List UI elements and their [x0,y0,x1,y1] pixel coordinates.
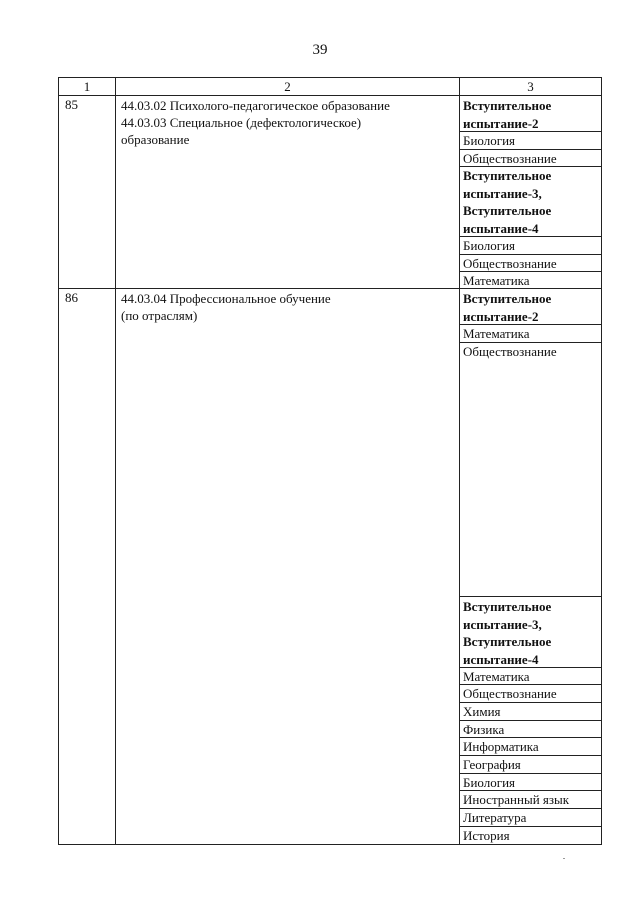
program-item: образование [121,132,190,147]
page-number: 39 [312,42,328,58]
exam-subject: Информатика [463,739,539,754]
exam-subject: География [463,757,521,772]
program-list [121,97,451,148]
exam-header: Вступительное испытание-2 [463,98,552,131]
column-divider [115,78,116,844]
admission-table [58,77,602,845]
exam-subject: Обществознание [463,344,557,359]
program-item: 44.03.02 Психолого-педагогическое образование [121,98,390,113]
header-separator [59,95,601,96]
exam-subject: Биология [463,133,516,148]
exam-header: Вступительное испытание-3, Вступительное испытание-4 [463,599,552,667]
exam-subject: Математика [463,273,530,288]
exam-header: Вступительное испытание-3, Вступительное испытание-4 [463,168,552,236]
exam-subject: Обществознание [463,256,557,271]
exam-subject: История [463,828,510,843]
exam-subject: Биология [463,775,516,790]
program-list [121,290,451,324]
column-divider [459,78,460,844]
exam-subject: Литература [463,810,527,825]
exam-subject: Обществознание [463,151,557,166]
exam-subject: Химия [463,704,501,719]
row-number: 85 [65,97,78,112]
program-item: 44.03.03 Специальное (дефектологическое) [121,115,362,130]
exam-subject: Обществознание [463,686,557,701]
column-header-1: 1 [83,79,91,94]
scan-speck [563,858,565,859]
exam-header: Вступительное испытание-2 [463,291,552,324]
row-separator [59,288,601,289]
exam-subject: Физика [463,722,505,737]
exam-subject: Иностранный язык [463,792,570,807]
row-number: 86 [65,290,78,305]
program-item: (по отраслям) [121,308,198,323]
program-item: 44.03.04 Профессиональное обучение [121,291,331,306]
column-header-2: 2 [284,79,291,94]
cell-separator [459,596,601,597]
exam-subject: Математика [463,669,530,684]
exam-subject: Биология [463,238,516,253]
exam-subject: Математика [463,326,530,341]
column-header-3: 3 [527,79,534,94]
